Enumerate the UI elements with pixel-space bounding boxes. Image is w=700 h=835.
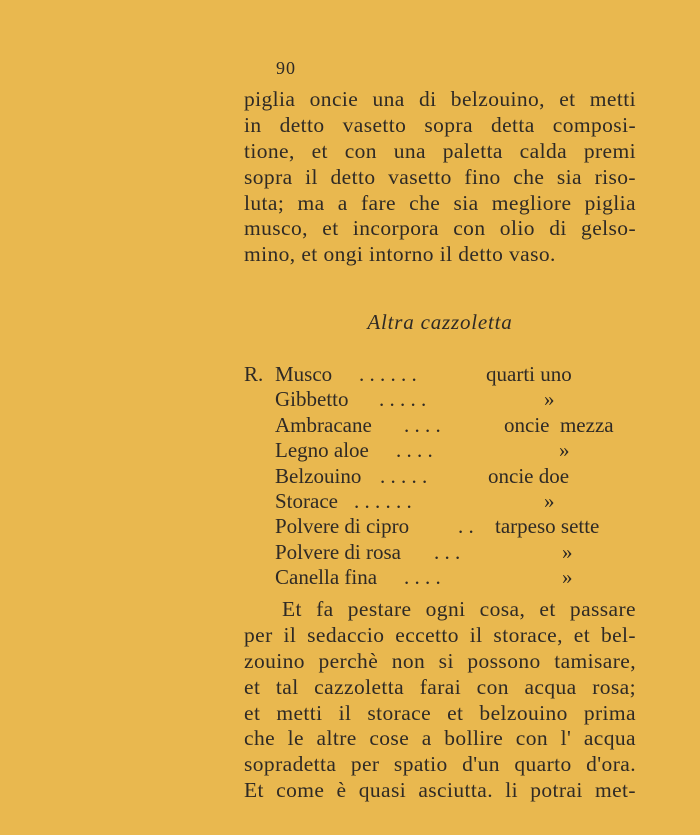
leader-dots: . . . . <box>396 438 433 463</box>
leader-dots: . . . . <box>404 412 441 437</box>
recipe-row <box>244 464 644 489</box>
leader-dots: . . . . . . <box>354 488 412 513</box>
ingredient-quantity: tarpeso sette <box>495 514 600 539</box>
ingredient-quantity: » <box>544 387 555 412</box>
text-line: che le altre cose a bollire con l' acqua <box>244 726 636 751</box>
text-line: zouino perchè non si possono tamisare, <box>244 648 636 673</box>
ingredient-quantity: oncie mezza <box>504 412 614 437</box>
ingredient-quantity: » <box>562 539 573 564</box>
recipe-row <box>244 413 644 438</box>
ingredient-name: Polvere di cipro <box>275 514 410 539</box>
leader-dots: . . . . . <box>380 463 428 488</box>
text-line: et tal cazzoletta farai con acqua rosa; <box>244 674 636 699</box>
ingredient-quantity: » <box>562 565 573 590</box>
recipe-row <box>244 489 644 514</box>
text-line: luta; ma a fare che sia megliore piglia <box>244 190 636 215</box>
text-line: sopra il detto vasetto fino che sia riso- <box>244 164 636 189</box>
text-line: mino, et ongi intorno il detto vaso. <box>244 242 556 267</box>
text-line: sopradetta per spatio d'un quarto d'ora. <box>244 752 636 777</box>
leader-dots: . . . . <box>404 565 441 590</box>
ingredient-name: Polvere di rosa <box>275 539 401 564</box>
text-line: Et fa pestare ogni cosa, et passare <box>282 597 636 621</box>
paragraph-2 <box>244 597 636 804</box>
recipe-row <box>244 387 644 412</box>
recipe-row <box>244 565 644 590</box>
leader-dots: . . . <box>434 539 461 564</box>
text-line: musco, et incorpora con olio di gelso- <box>244 216 636 241</box>
text-line: in detto vasetto sopra detta composi- <box>244 112 636 137</box>
ingredient-name: Belzouino <box>275 463 362 488</box>
text-line: et metti il storace et belzouino prima <box>244 700 636 725</box>
text-line: piglia oncie una di belzouino, et metti <box>244 87 636 111</box>
leader-dots: . . . . . <box>379 387 427 412</box>
recipe-list <box>244 362 644 591</box>
ingredient-name: Storace <box>275 488 338 513</box>
text-line: tione, et con una paletta calda premi <box>244 138 636 163</box>
ingredient-name: Musco <box>275 362 333 386</box>
page-number: 90 <box>276 58 296 78</box>
ingredient-quantity: » <box>544 488 555 513</box>
ingredient-name: Canella fina <box>275 565 378 590</box>
leader-dots: . . <box>458 514 474 539</box>
section-heading: Altra cazzoletta <box>367 310 513 334</box>
ingredient-quantity: quarti uno <box>486 362 572 386</box>
text-line: Et come è quasi asciutta. li potrai met- <box>244 778 636 803</box>
leader-dots: . . . . . . <box>359 362 417 386</box>
ingredient-name: Gibbetto <box>275 387 349 412</box>
recipe-row <box>244 362 644 387</box>
recipe-row <box>244 514 644 539</box>
paragraph-1 <box>244 87 636 268</box>
recipe-prefix: R. <box>244 362 264 386</box>
recipe-row <box>244 540 644 565</box>
ingredient-quantity: » <box>559 438 570 463</box>
recipe-row <box>244 438 644 463</box>
ingredient-name: Ambracane <box>275 412 372 437</box>
ingredient-quantity: oncie doe <box>488 463 570 488</box>
text-line: per il sedaccio eccetto il storace, et bel- <box>244 622 636 647</box>
ingredient-name: Legno aloe <box>275 438 369 463</box>
